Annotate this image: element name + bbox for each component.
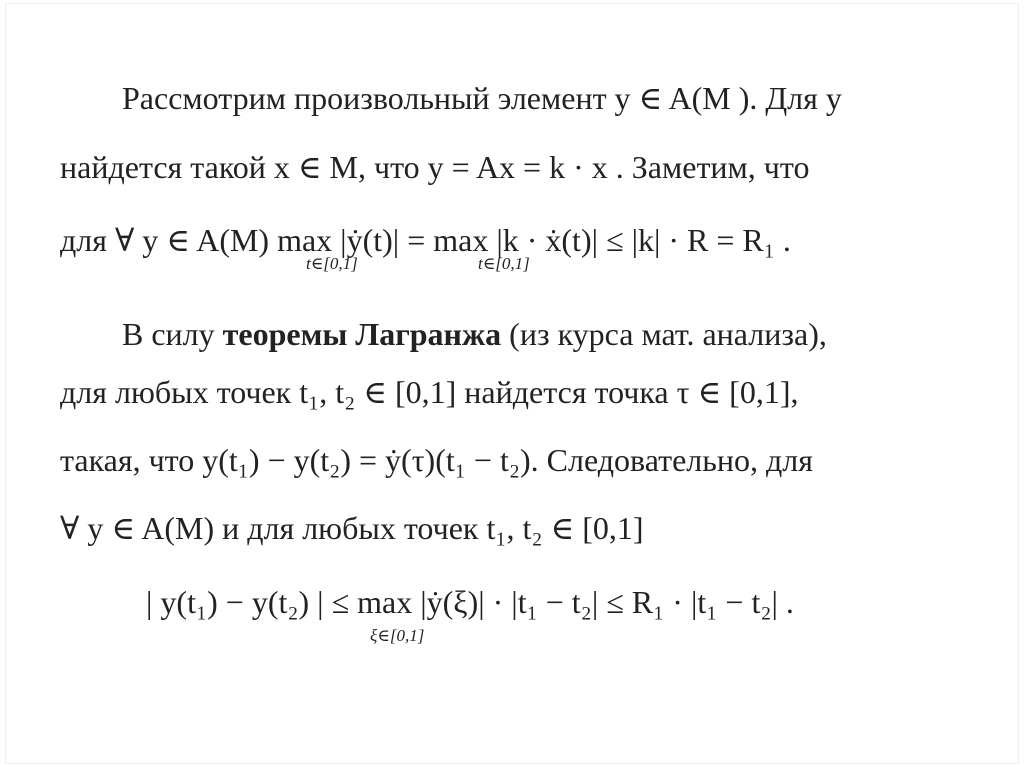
paragraph-2-line-1-end: (из курса мат. анализа),: [501, 316, 827, 352]
paragraph-2-line-4: ∀ y ∈ A(M) и для любых точек t₁, t₂ ∈ [0,1]: [60, 510, 644, 546]
paragraph-2-line-2: для любых точек t₁, t₂ ∈ [0,1] найдется точка τ ∈ [0,1],: [60, 374, 799, 410]
max-subscript-xi: ξ∈[0,1]: [370, 626, 425, 645]
paragraph-2-line-1-start: В силу: [122, 316, 223, 352]
paragraph-1-line-2: найдется такой x ∈ M, что y = Ax = k · x . Заметим, что: [60, 149, 810, 185]
paragraph-2-line-3: такая, что y(t₁) − y(t₂) = ẏ(τ)(t₁ − t₂). Следовательно, для: [60, 442, 813, 478]
final-inequality-formula: | y(t₁) − y(t₂) | ≤ max |ẏ(ξ)| · |t₁ − t₂| ≤ R₁ · |t₁ − t₂| .: [146, 584, 794, 620]
paragraph-1-line-3: для ∀ y ∈ A(M) max |ẏ(t)| = max |k · ẋ(t)| ≤ |k| · R = R₁ .: [60, 222, 791, 258]
paragraph-2-line-1: [122, 314, 827, 354]
max-subscript-1: t∈[0,1]: [306, 254, 358, 273]
lagrange-theorem-term: теоремы Лагранжа: [222, 316, 502, 352]
slide-frame: [6, 4, 1018, 763]
paragraph-1-line-1: Рассмотрим произвольный элемент y ∈ A(M ). Для y: [122, 80, 842, 116]
max-subscript-2: t∈[0,1]: [478, 254, 530, 273]
